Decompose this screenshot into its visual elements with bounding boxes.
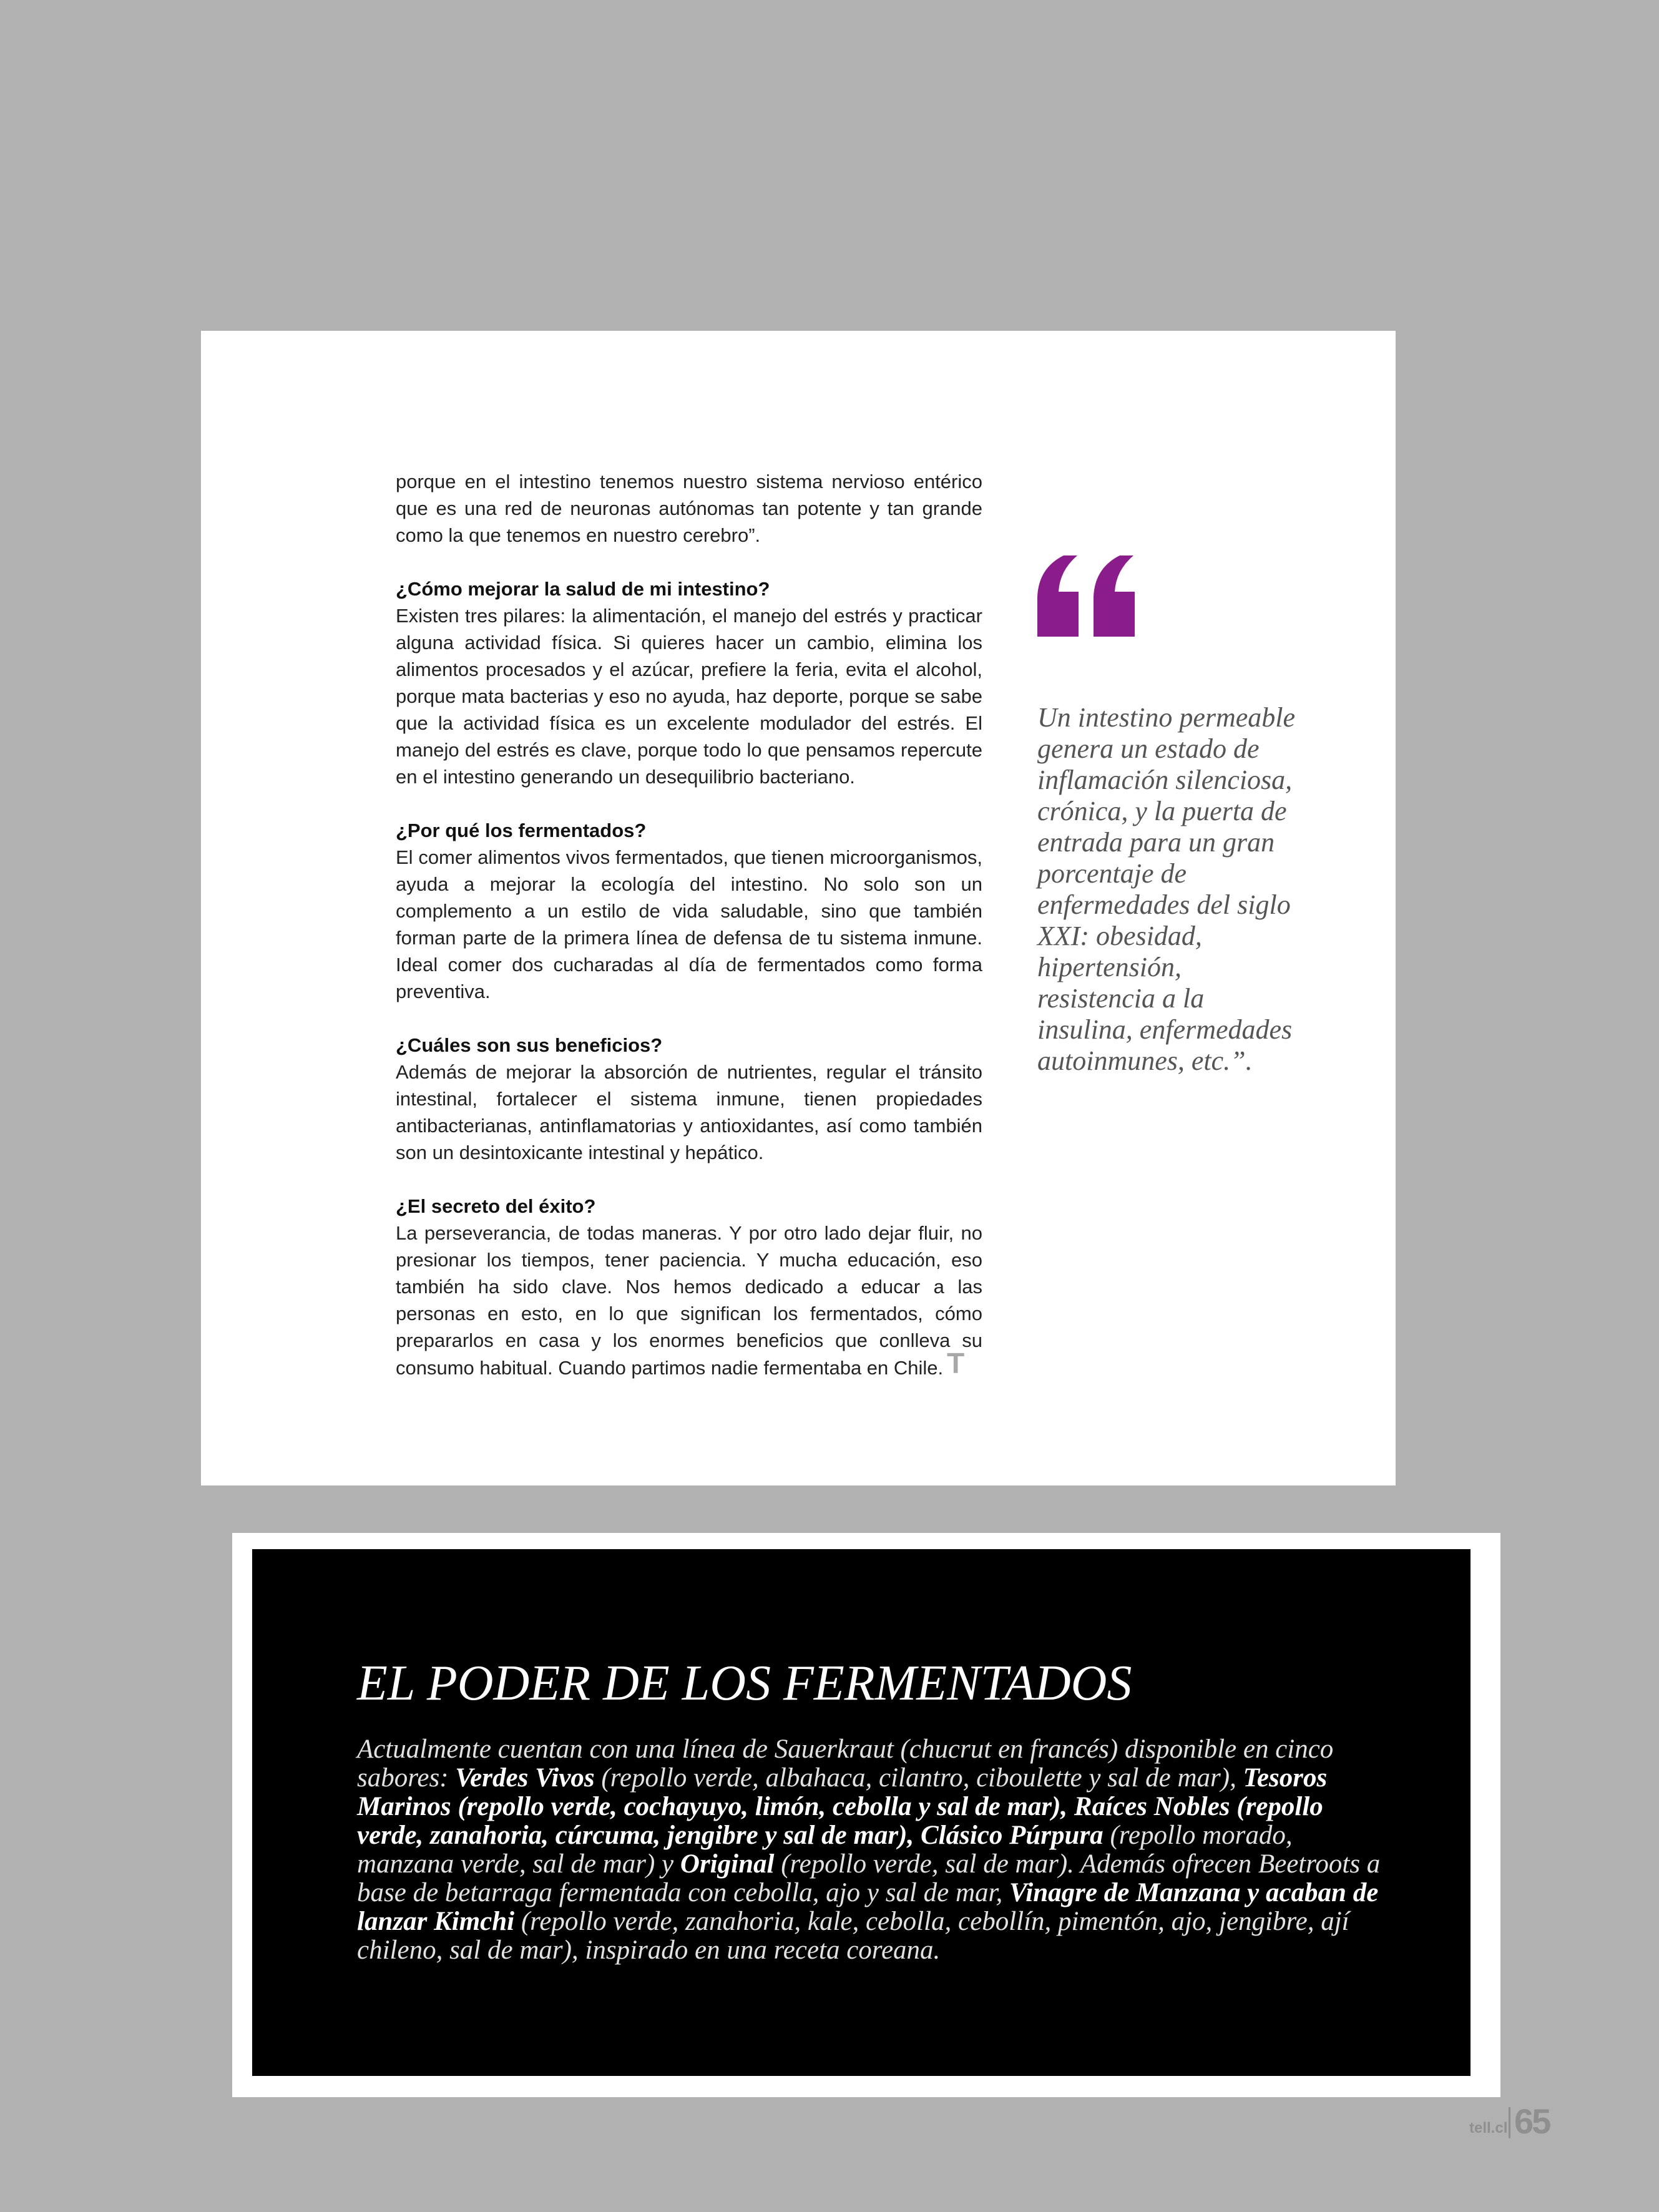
sidebar-text-run: Actualmente cuentan con una línea de — [357, 1735, 775, 1764]
quote-open-icon — [1037, 555, 1143, 637]
quote-glyph-right — [1094, 555, 1135, 637]
sidebar-text-run: (repollo verde, sal de mar). Además ofrecen Beetroots a base de betarraga fermentada con cebolla, ajo y sal de mar, — [357, 1849, 1381, 1907]
folio-site: tell.cl — [1469, 2120, 1508, 2136]
sidebar-text-run: (chucrut en francés) disponible en cinco sabores: — [357, 1735, 1334, 1793]
section-answer-1: Existen tres pilares: la alimentación, el manejo del estrés y practicar alguna actividad física. Si quieres hacer un cambio, elimina los alimentos procesados y el azúcar, prefiere la feria, evita el alcohol, porque mata bacterias y eso no ayuda, haz deporte, porque se sabe que la actividad física es un excelente modulador del estrés. El manejo del estrés es clave, porque todo lo que pensamos repercute en el intestino generando un desequilibrio bacteriano. — [396, 605, 982, 788]
article-intro: porque en el intestino tenemos nuestro sistema nervioso entérico que es una red de neuronas autónomas tan potente y tan grande como la que tenemos en nuestro cerebro”. — [396, 471, 982, 546]
pull-quote-text: Un intestino permeable genera un estado de inflamación silenciosa, crónica, y la puerta de entrada para un gran porcentaje de enfermedades del siglo XXI: obesidad, hipertensión, resistencia a la insulina, enfermedades autoinmunes, etc.”. — [1037, 702, 1296, 1076]
sidebar-text-run: (repollo verde, albahaca, cilantro, ciboulette y sal de mar), — [594, 1763, 1243, 1793]
section-answer-4-text: La perseverancia, de todas maneras. Y por otro lado dejar fluir, no presionar los tiempos, tener paciencia. Y mucha educación, eso también ha sido clave. Nos hemos dedicado a educar a las personas en esto, en lo que significan los fermentados, cómo prepararlos en casa y los enormes beneficios que conlleva su consumo habitual. Cuando partimos nadie fermentaba en Chile. — [396, 1222, 982, 1379]
sidebar-title: EL PODER DE LOS FERMENTADOS — [357, 1656, 1132, 1711]
pull-quote — [1037, 702, 1299, 1077]
sidebar-text-run: (repollo verde, zanahoria, kale, cebolla, cebollín, pimentón, ajo, jengibre, ají chileno, sal de mar), inspirado en una receta coreana. — [357, 1907, 1349, 1965]
article-body — [396, 468, 982, 1381]
article-page — [201, 331, 1396, 1485]
sidebar-box — [252, 1549, 1471, 2076]
section-question-1: ¿Cómo mejorar la salud de mi intestino? — [396, 578, 770, 600]
sidebar-product-name: Tesoros Marinos (repollo verde, cochayuyo, limón, cebolla y sal de mar), Raíces Nobles (repollo verde, zanahoria, cúrcuma, jengibre y sal de mar), Clásico Púrpura — [357, 1763, 1328, 1850]
sidebar-product-name: Original — [680, 1849, 775, 1879]
section-answer-2: El comer alimentos vivos fermentados, que tienen microorganismos, ayuda a mejorar la ecología del intestino. No solo son un complemento a un estilo de vida saludable, sino que también forman parte de la primera línea de defensa de tu sistema inmune. Ideal comer dos cucharadas al día de fermentados como forma preventiva. — [396, 846, 982, 1002]
section-question-2: ¿Por qué los fermentados? — [396, 820, 647, 841]
end-of-article-mark: T — [947, 1347, 965, 1379]
folio-divider — [1509, 2107, 1510, 2138]
sidebar-text-run: Sauerkraut — [774, 1735, 894, 1764]
sidebar-product-name: Vinagre de Manzana y acaban de lanzar Kimchi — [357, 1878, 1379, 1936]
section-answer-4 — [396, 1220, 982, 1381]
section-question-4: ¿El secreto del éxito? — [396, 1195, 596, 1217]
quote-glyph-left — [1037, 555, 1079, 637]
page-number: 65 — [1514, 2102, 1550, 2141]
sidebar-body — [357, 1735, 1393, 1965]
sidebar-text-run: (repollo morado, manzana verde, sal de mar) y — [357, 1821, 1293, 1879]
section-answer-3: Además de mejorar la absorción de nutrientes, regular el tránsito intestinal, fortalecer el sistema inmune, tienen propiedades antibacterianas, antinflamatorias y antioxidantes, así como también son un desintoxicante intestinal y hepático. — [396, 1061, 982, 1163]
sidebar-box-frame — [232, 1533, 1500, 2097]
section-question-3: ¿Cuáles son sus beneficios? — [396, 1034, 663, 1056]
sidebar-product-name: Verdes Vivos — [455, 1763, 595, 1793]
